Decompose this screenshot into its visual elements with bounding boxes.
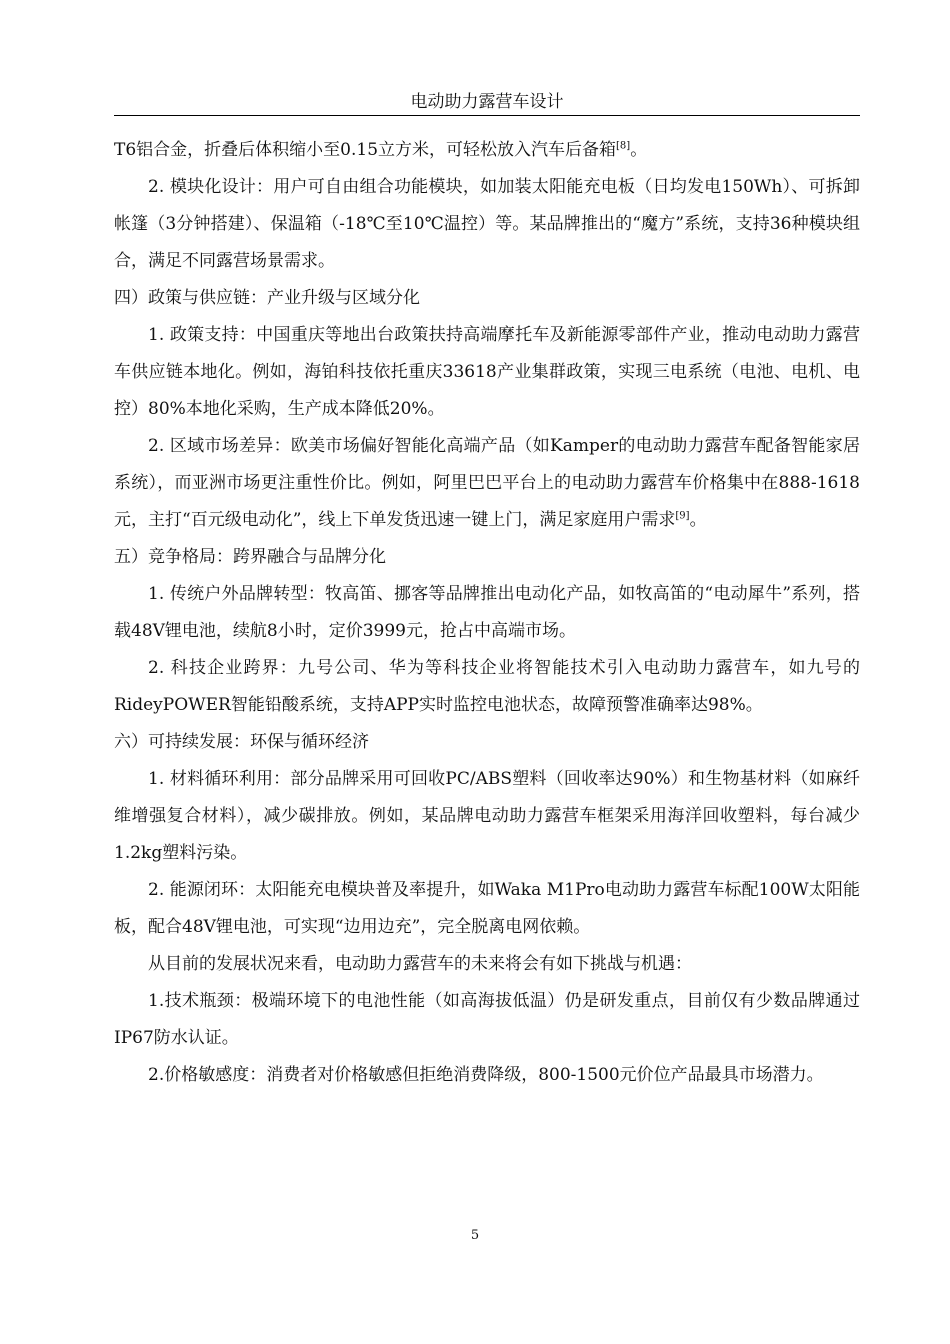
section-heading: 六）可持续发展：环保与循环经济 bbox=[114, 732, 369, 752]
paragraph: 从目前的发展状况来看，电动助力露营车的未来将会有如下挑战与机遇： bbox=[148, 954, 692, 974]
running-header: 电动助力露营车设计 bbox=[114, 90, 860, 116]
paragraph: 2.价格敏感度：消费者对价格敏感但拒绝消费降级，800-1500元价位产品最具市场潜力。 bbox=[148, 1065, 824, 1085]
paragraph: T6铝合金，折叠后体积缩小至0.15立方米，可轻松放入汽车后备箱[8]。 bbox=[114, 140, 648, 160]
document-body bbox=[114, 132, 860, 1094]
paragraph: 2. 科技企业跨界：九号公司、华为等科技企业将智能技术引入电动助力露营车，如九号的RideyPOWER智能铅酸系统，支持APP实时监控电池状态，故障预警准确率达98%。 bbox=[114, 658, 860, 715]
paragraph: 1. 材料循环利用：部分品牌采用可回收PC/ABS塑料（回收率达90%）和生物基材料（如麻纤维增强复合材料），减少碳排放。例如，某品牌电动助力露营车框架采用海洋回收塑料，每台减少1.2kg塑料污染。 bbox=[114, 769, 860, 863]
citation: [9] bbox=[675, 510, 690, 522]
paragraph: 2. 模块化设计：用户可自由组合功能模块，如加装太阳能充电板（日均发电150Wh）、可拆卸帐篷（3分钟搭建）、保温箱（-18℃至10℃温控）等。某品牌推出的“魔方”系统，支持36种模块组合，满足不同露营场景需求。 bbox=[114, 177, 860, 271]
paragraph: 1. 政策支持：中国重庆等地出台政策扶持高端摩托车及新能源零部件产业，推动电动助力露营车供应链本地化。例如，海铂科技依托重庆33618产业集群政策，实现三电系统（电池、电机、电控）80%本地化采购，生产成本降低20%。 bbox=[114, 325, 860, 419]
section-heading: 四）政策与供应链：产业升级与区域分化 bbox=[114, 288, 420, 308]
paragraph: 1. 传统户外品牌转型：牧高笛、挪客等品牌推出电动化产品，如牧高笛的“电动犀牛”系列，搭载48V锂电池，续航8小时，定价3999元，抢占中高端市场。 bbox=[114, 584, 860, 641]
section-heading: 五）竞争格局：跨界融合与品牌分化 bbox=[114, 547, 386, 567]
page-number: 5 bbox=[470, 1228, 480, 1243]
citation: [8] bbox=[616, 140, 631, 152]
paragraph: 2. 区域市场差异：欧美市场偏好智能化高端产品（如Kamper的电动助力露营车配备智能家居系统），而亚洲市场更注重性价比。例如，阿里巴巴平台上的电动助力露营车价格集中在888-1618元，主打“百元级电动化”，线上下单发货迅速一键上门，满足家庭用户需求[9]。 bbox=[114, 436, 860, 530]
paragraph: 1.技术瓶颈：极端环境下的电池性能（如高海拔低温）仍是研发重点，目前仅有少数品牌通过IP67防水认证。 bbox=[114, 991, 860, 1048]
paragraph: 2. 能源闭环：太阳能充电模块普及率提升，如Waka M1Pro电动助力露营车标配100W太阳能板，配合48V锂电池，可实现“边用边充”，完全脱离电网依赖。 bbox=[114, 880, 860, 937]
